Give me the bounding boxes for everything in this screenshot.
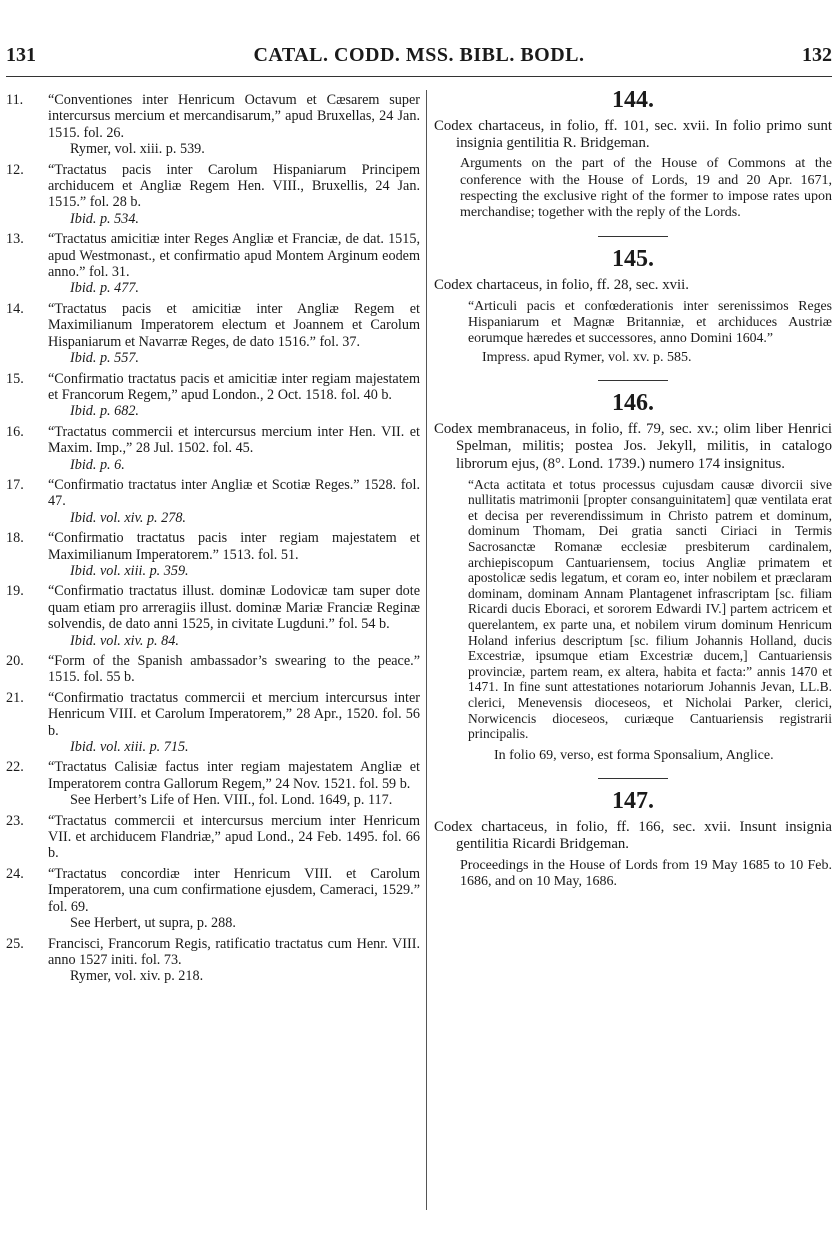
page-number-right: 132: [802, 44, 832, 66]
entry-number: 14.: [6, 300, 24, 317]
entry-reference: Ibid. p. 534.: [70, 210, 139, 227]
entry-text: “Tractatus commercii et intercursus mercium inter Henricum VII. et archiducem Flandriæ,” apud Lond., 24 Feb. 1495. fol. 66 b.: [48, 812, 420, 862]
entry-number: 15.: [6, 370, 24, 387]
entry-text: “Conventiones inter Henricum Octavum et Cæsarem super intercursus mercium et mercandisarum,” apud Bruxellas, 24 Jan. 1515. fol. 26.: [48, 92, 420, 141]
entry-number: 18.: [6, 530, 24, 547]
codex-description: Codex membranaceus, in folio, ff. 79, sec. xv.; olim liber Henrici Spelman, militis; postea Jos. Jekyll, militis, in catalogo librorum ejus, (8°. Lond. 1739.) numero 174 insignitus.: [434, 421, 832, 472]
section-147: [434, 787, 832, 890]
entry-text: “Tractatus pacis inter Carolum Hispaniarum Principem archiducem et Angliæ Regem Hen. VIII., Bruxellis, 24 Jan. 1515.” fol. 28 b.: [48, 161, 420, 211]
entry-number: 16.: [6, 423, 24, 440]
entry-14: [6, 301, 420, 367]
entry-reference: Ibid. p. 477.: [70, 280, 139, 297]
entry-number: 22.: [6, 759, 24, 776]
entry-18: [6, 530, 420, 579]
entry-25: [6, 936, 420, 985]
section-body: “Acta actitata et totus processus cujusdam causæ divorcii sive nullitatis matrimonii [propter consanguinitatem] quæ ventilata erat et decisa per reverendissimum in Christo patrem et dominum, dominum Thomam, Dei gratia sancti Ciriaci in Termis Sacrosanctæ Romanæ ecclesiæ presbiterum cardinalem, archiepiscopum Cantuariensem, tocius Angliæ primatem et apostolicæ sedis legatum, et coram eo, inter nobilem et præclaram dominam, dominam Annam Plantagenet infrascriptam [sc. filiam Ricardi ducis Eboraci, et sororem Edwardi IV.] partem actricem et querelantem, ex parte una, et nobilem virum dominum Henricum Holand inferius descriptum [sc. filium Johannis Holland, ducis Excestriæ, ipsumque etiam Excestriæ ducem,] Cantuariensis provinciæ, partem ream, ex altera, habita et facta:” annis 1470 et 1471. In fine sunt attestationes notariorum Johannis Jevan, LL.B. clerici, Menevensis dioceseos, et Nicholai Parker, clerici, Norwicencis dioceseos, curiæque Cantuariensis registrarii principalis.: [468, 476, 832, 742]
section-body: Arguments on the part of the House of Commons at the conference with the House of Lords, 19 and 20 Apr. 1671, respecting the exclusive right of the former to impose rates upon merchandise; together with the reply of the Lords.: [460, 156, 832, 221]
section-rule: [598, 380, 668, 381]
entry-number: 21.: [6, 689, 24, 706]
entry-reference: Ibid. vol. xiii. p. 359.: [70, 562, 189, 579]
entry-text: “Tractatus amicitiæ inter Reges Angliæ et Franciæ, de dat. 1515, apud Westmonast., et confirmatio apud Montem Arginum eodem anno.” fol. 31.: [48, 231, 420, 281]
entry-text: “Confirmatio tractatus commercii et mercium intercursus inter Henricum VIII. et Carolum Imperatorem,” 28 Apr., 1520. fol. 56 b.: [48, 689, 420, 739]
entry-21: [6, 690, 420, 756]
section-number: 147.: [612, 788, 654, 815]
entry-20: [6, 653, 420, 686]
entry-reference: See Herbert, ut supra, p. 288.: [70, 915, 236, 932]
section-145: [434, 245, 832, 367]
entry-reference: Ibid. p. 557.: [70, 350, 139, 367]
entry-text: “Confirmatio tractatus inter Angliæ et Scotiæ Reges.” 1528. fol. 47.: [48, 476, 420, 510]
entry-number: 19.: [6, 583, 24, 600]
entry-reference: Ibid. p. 6.: [70, 456, 125, 473]
section-note: In folio 69, verso, est forma Sponsalium, Anglice.: [494, 747, 774, 763]
right-column: [434, 84, 832, 890]
entry-23: [6, 813, 420, 862]
entry-number: 24.: [6, 865, 24, 882]
entry-text: “Confirmatio tractatus pacis et amicitiæ inter regiam majestatem et Francorum Regem,” apud London., 2 Oct. 1518. fol. 40 b.: [48, 370, 420, 403]
page-number-left: 131: [6, 44, 36, 66]
entry-12: [6, 162, 420, 228]
entry-reference: Ibid. vol. xiv. p. 278.: [70, 509, 186, 526]
entry-number: 11.: [6, 92, 24, 108]
section-rule: [598, 778, 668, 779]
entry-number: 20.: [6, 653, 24, 669]
entry-reference: Ibid. p. 682.: [70, 403, 139, 420]
entry-24: [6, 866, 420, 932]
section-number: 146.: [612, 390, 654, 417]
section-note: Impress. apud Rymer, vol. xv. p. 585.: [482, 349, 692, 365]
entry-reference: See Herbert’s Life of Hen. VIII., fol. Lond. 1649, p. 117.: [70, 792, 393, 809]
page-header: [6, 44, 832, 78]
entry-number: 13.: [6, 231, 24, 248]
entry-13: [6, 231, 420, 297]
column-divider: [426, 90, 427, 1210]
entry-number: 23.: [6, 812, 24, 829]
entry-text: “Tractatus pacis et amicitiæ inter Angliæ Regem et Maximilianum Imperatorem electum et Joannem et Carolum Hispaniarum et Navarræ Reges, de dato 1516.” fol. 37.: [48, 300, 420, 350]
entry-number: 17.: [6, 476, 24, 493]
entry-text: “Confirmatio tractatus illust. dominæ Lodovicæ tam super dote quam etiam pro arreragiis illust. dominæ Mariæ Franciæ Reginæ solvendis, de dato anni 1525, in civitate Lugduni.” fol. 54 b.: [48, 583, 420, 633]
codex-description: Codex chartaceus, in folio, ff. 101, sec. xvii. In folio primo sunt insignia gentilitia R. Bridgeman.: [434, 118, 832, 152]
header-rule: [6, 76, 832, 77]
entry-15: [6, 371, 420, 420]
entry-text: “Tractatus concordiæ inter Henricum VIII. et Carolum Imperatorem, una cum confirmatione ejusdem, Cameraci, 1529.” fol. 69.: [48, 865, 420, 915]
section-rule: [598, 236, 668, 237]
entry-reference: Ibid. vol. xiv. p. 84.: [70, 632, 179, 649]
section-146: [434, 389, 832, 764]
entry-22: [6, 759, 420, 808]
section-number: 144.: [612, 87, 654, 113]
entry-number: 12.: [6, 161, 24, 178]
entry-number: 25.: [6, 935, 24, 952]
section-144: [434, 86, 832, 222]
entry-11: [6, 92, 420, 158]
entry-text: “Tractatus commercii et intercursus mercium inter Hen. VII. et Maxim. Imp.,” 28 Jul. 1502. fol. 45.: [48, 423, 420, 457]
section-number: 145.: [612, 245, 654, 272]
entry-19: [6, 583, 420, 649]
running-title: CATAL. CODD. MSS. BIBL. BODL.: [253, 44, 585, 66]
entry-text: Francisci, Francorum Regis, ratificatio tractatus cum Henr. VIII. anno 1527 initi. fol. 73.: [48, 935, 420, 968]
left-column: [6, 92, 420, 989]
entry-text: “Confirmatio tractatus pacis inter regiam majestatem et Maximilianum Imperatorem.” 1513. fol. 51.: [48, 530, 420, 563]
section-body: “Articuli pacis et confœderationis inter serenissimos Reges Hispaniarum et Magnæ Britanniæ, et archiduces Austriæ eorumque hæredes et successores, anno Domini 1604.”: [468, 297, 832, 345]
entry-16: [6, 424, 420, 473]
entry-17: [6, 477, 420, 526]
entry-reference: Rymer, vol. xiv. p. 218.: [70, 968, 204, 985]
entry-text: “Form of the Spanish ambassador’s swearing to the peace.” 1515. fol. 55 b.: [48, 653, 420, 686]
entry-reference: Rymer, vol. xiii. p. 539.: [70, 141, 205, 158]
entry-reference: Ibid. vol. xiii. p. 715.: [70, 739, 189, 756]
codex-description: Codex chartaceus, in folio, ff. 166, sec. xvii. Insunt insignia gentilitia Ricardi Bridgeman.: [434, 819, 832, 853]
section-body: Proceedings in the House of Lords from 19 May 1685 to 10 Feb. 1686, and on 10 May, 1686.: [460, 857, 832, 889]
codex-description: Codex chartaceus, in folio, ff. 28, sec. xvii.: [434, 276, 689, 293]
entry-text: “Tractatus Calisiæ factus inter regiam majestatem Angliæ et Imperatorem contra Gallorum Regem,” 24 Nov. 1521. fol. 59 b.: [48, 759, 420, 792]
